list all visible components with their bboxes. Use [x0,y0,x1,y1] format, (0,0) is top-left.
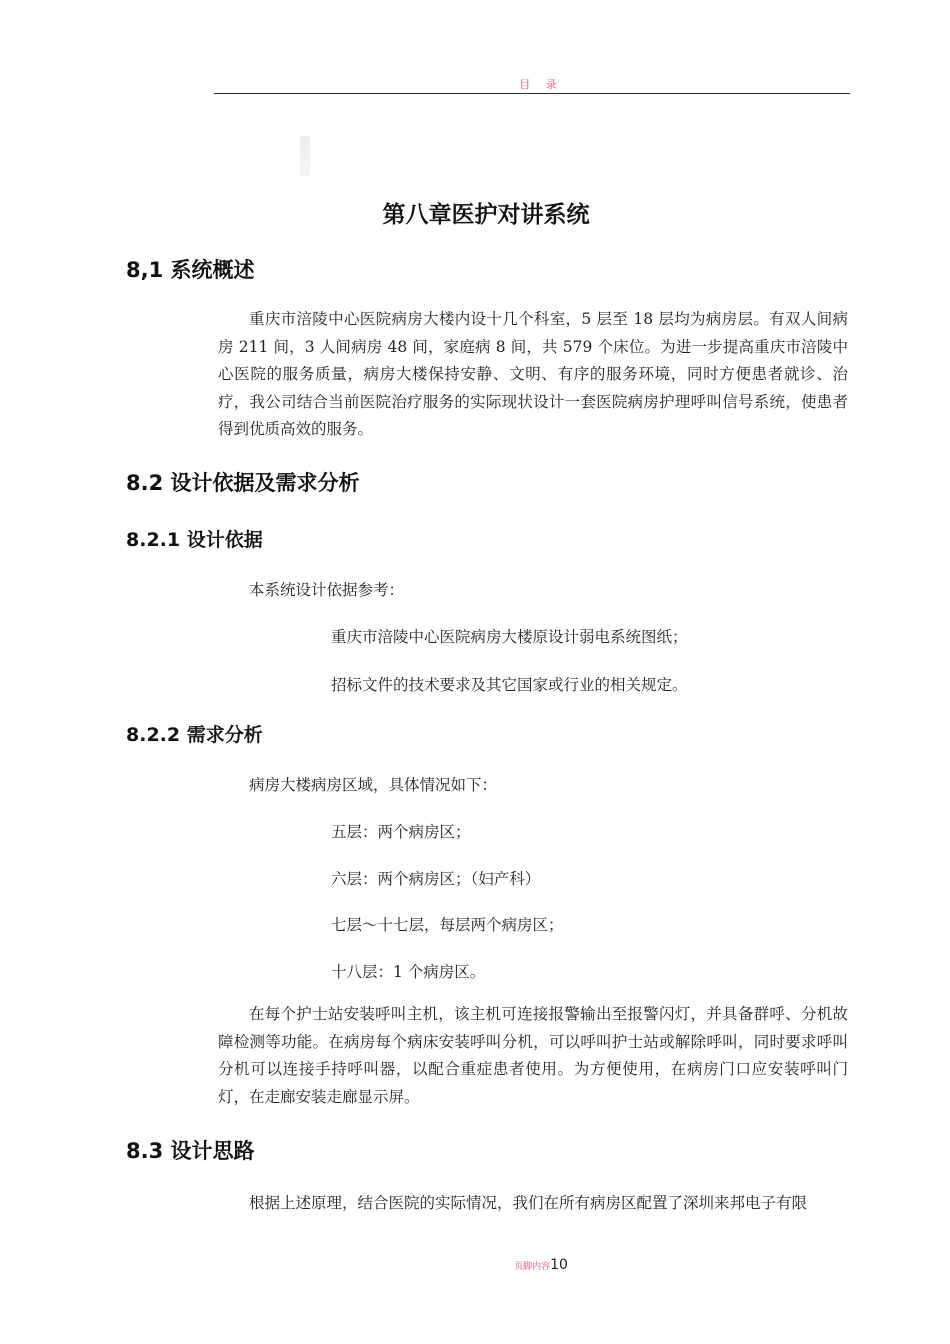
chapter-title: 第八章医护对讲系统 [382,202,590,228]
faint-artifact [300,136,310,176]
design-basis-intro: 本系统设计依据参考： [249,581,405,599]
section-8-3-paragraph: 根据上述原理，结合医院的实际情况，我们在所有病房区配置了深圳来邦电子有限 [249,1194,808,1212]
footer-label: 页脚内容 [514,1262,551,1272]
section-heading-8-3: 8.3 设计思路 [126,1139,255,1163]
list-item: 七层～十七层，每层两个病房区； [331,916,564,934]
section-heading-8-2-2: 8.2.2 需求分析 [126,724,263,746]
header-divider [214,93,850,94]
page-header: 目 录 [519,78,563,91]
requirements-intro: 病房大楼病房区域，具体情况如下： [249,776,498,794]
list-item: 十八层：1 个病房区。 [331,963,486,981]
page-footer [0,1254,950,1273]
section-8-2-2-paragraph: 在每个护士站安装呼叫主机，该主机可连接报警输出至报警闪灯，并具备群呼、分机故障检测等功能。在病房每个病床安装呼叫分机，可以呼叫护士站或解除呼叫，同时要求呼叫分机可以连接手持呼叫器，以配合重症患者使用。为方便使用，在病房门口应安装呼叫门灯，在走廊安装走廊显示屏。 [218,1005,848,1106]
section-8-1-paragraph: 重庆市涪陵中心医院病房大楼内设十几个科室，5 层至 18 层均为病房层。有双人间病房 211 间，3 人间病房 48 间，家庭病 8 间，共 579 个床位。为进一步提高重庆市涪陵中心医院的服务质量，病房大楼保持安静、文明、有序的服务环境，同时方便患者就诊、治疗，我公司结合当前医院治疗服务的实际现状设计一套医院病房护理呼叫信号系统，使患者得到优质高效的服务。 [218,310,848,438]
list-item: 重庆市涪陵中心医院病房大楼原设计弱电系统图纸； [331,628,688,646]
list-item: 六层：两个病房区；（妇产科） [331,870,541,888]
list-item: 招标文件的技术要求及其它国家或行业的相关规定。 [331,676,688,694]
section-heading-8-2: 8.2 设计依据及需求分析 [126,471,360,495]
list-item: 五层：两个病房区； [331,823,471,841]
section-heading-8-1: 8,1 系统概述 [126,258,255,282]
section-heading-8-2-1: 8.2.1 设计依据 [126,529,263,551]
page-number: 10 [550,1257,568,1273]
